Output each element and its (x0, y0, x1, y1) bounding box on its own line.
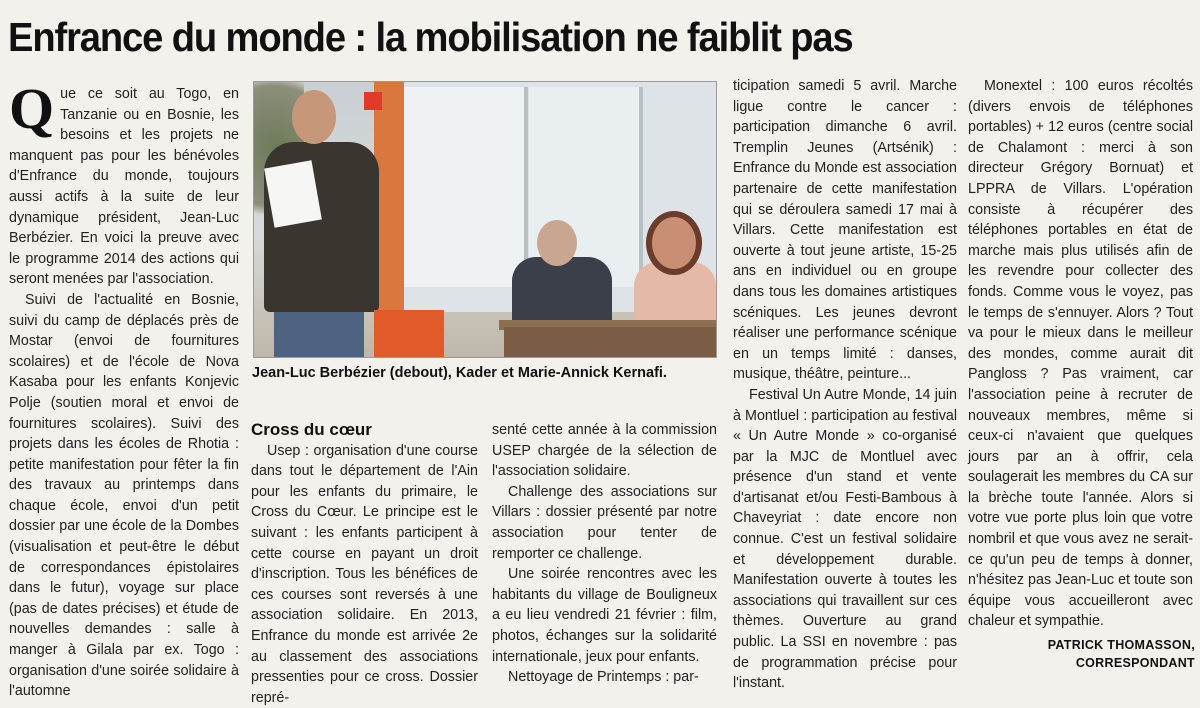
paragraph-usep-cont: senté cette année à la commission USEP chargée de la sélection de l'association solidaire. (492, 422, 717, 480)
subhead-cross-du-coeur: Cross du cœur (251, 420, 372, 439)
table-figure (504, 327, 716, 357)
author-name: PATRICK THOMASSON, (1047, 638, 1195, 652)
author-role: CORRESPONDANT (1075, 656, 1195, 670)
column-5 (968, 76, 1193, 632)
intro-paragraph (9, 76, 239, 290)
column-2 (251, 420, 478, 708)
paragraph-soiree: Une soirée rencontres avec les habitants du village de Bouligneux a eu lieu vendredi 21 février : film, photos, échanges sur la solidarité internationale, jeux pour enfants. (492, 566, 717, 665)
photo-caption: Jean-Luc Berbézier (debout), Kader et Marie-Annick Kernafi. (252, 365, 667, 381)
drop-cap: Q (9, 76, 55, 141)
article-photo (253, 81, 717, 358)
seated-woman-figure (634, 262, 716, 327)
paragraph-festival: Festival Un Autre Monde, 14 juin à Montluel : participation au festival « Un Autre Monde » co-organisé par la MJC de Montluel avec présence d'un stand et vente d'artisanat et/ou Festi-Bambous à Chaveyriat : date encore non connue. C'est un festival solidaire et développement durable. Manifestation ouverte à toutes les associations qui travaillent sur ces thèmes. Ouverture au grand public. La SSI en novembre : pas de programmation précise pour l'instant. (733, 386, 957, 692)
paragraph-monextel: Monextel : 100 euros récoltés (divers envois de téléphones portables) + 12 euros (centre social de Chalamont : merci à son directeur Grégory Bornuat) et LPPRA de Villars. L'opération consiste à récupérer des téléphones portables en état de marche mais plus utilisés afin de les revendre pour collecter des fonds. Comme vous le voyez, pas le temps de s'ennuyer. Alors ? Tout va pour le mieux dans le meilleur des mondes, comme aurait dit Pangloss ? Pas vraiment, car l'association peine à recruter de nouveaux membres, même si ceux-ci n'avaient que quelques jours par an à offrir, cela soulagerait les membres du CA sur la brèche toute l'année. Alors si votre vue porte plus loin que votre nombril et que vous avez ne serait-ce qu'un peu de temps à donner, n'hésitez pas Jean-Luc et toute son équipe vous accueilleront avec chaleur et sympathie. (968, 78, 1193, 630)
headline: Enfrance du monde : la mobilisation ne faiblit pas (8, 14, 853, 60)
author-signature (968, 636, 1195, 672)
paragraph-usep: Usep : organisation d'une course dans tout le département de l'Ain pour les enfants du primaire, le Cross du Cœur. Le principe est le suivant : les enfants participent à cette course en payant un droit d'inscription. Tous les bénéfices de ces courses sont reversés à une association solidaire. En 2013, Enfrance du monde est arrivée 2e au classement des associations pressenties pour ce cross. Dossier repré- (251, 442, 478, 706)
column-4 (733, 76, 957, 694)
paragraph-challenge: Challenge des associations sur Villars : dossier présenté par notre association pour tenter de remporter ce challenge. (492, 483, 717, 562)
paragraph-tremplin: ticipation samedi 5 avril. Marche ligue contre le cancer : participation dimanche 6 avril. Tremplin Jeunes (Artsénik) : Enfrance du Monde est association partenaire de cette manifestation qui se déroulera samedi 17 mai à Villars. Cette manifestation est ouverte à tout jeune artiste, 15-25 ans en individuel ou en groupe dans tous les domaines artistiques scéniques. Les jeunes devront réaliser une performance scénique en un temps limité : danses, musique, théâtre, peinture... (733, 78, 957, 383)
paragraph-bosnie: Suivi de l'actualité en Bosnie, suivi du camp de déplacés près de Mostar (envoi de fournitures scolaires) et de l'école de Nova Kasaba pour les enfants Konjevic Polje (soutien moral et envoi de fournitures scolaires). Suivi des projets dans les écoles de Rhotia : petite manifestation pour fêter la fin des travaux au printemps dans chaque école, envoi d'un petit dossier par une école de la Dombes (visualisation et peut-être le début de correspondances épistolaires dans le futur), voyage sur place (pas de dates précises) et étude de nouvelles demandes : salle à manger à Gilala par ex. Togo : organisation d'une soirée solidaire à l'automne (9, 291, 239, 700)
intro-text: ue ce soit au Togo, en Tanzanie ou en Bosnie, les besoins et les projets ne manquent pas pour les bénévoles d'Enfrance du monde, toujours aussi actifs à la suite de leur dynamique président, Jean-Luc Berbézier. En voici la preuve avec le programme 2014 des actions qui seront menées par l'association. (9, 86, 239, 288)
seated-man-figure (512, 257, 612, 327)
paragraph-nettoyage: Nettoyage de Printemps : par- (508, 669, 699, 686)
column-3 (492, 420, 717, 688)
column-1 (9, 76, 239, 702)
fire-extinguisher-sign-icon (364, 92, 382, 110)
paper-sheet-icon (264, 160, 322, 227)
